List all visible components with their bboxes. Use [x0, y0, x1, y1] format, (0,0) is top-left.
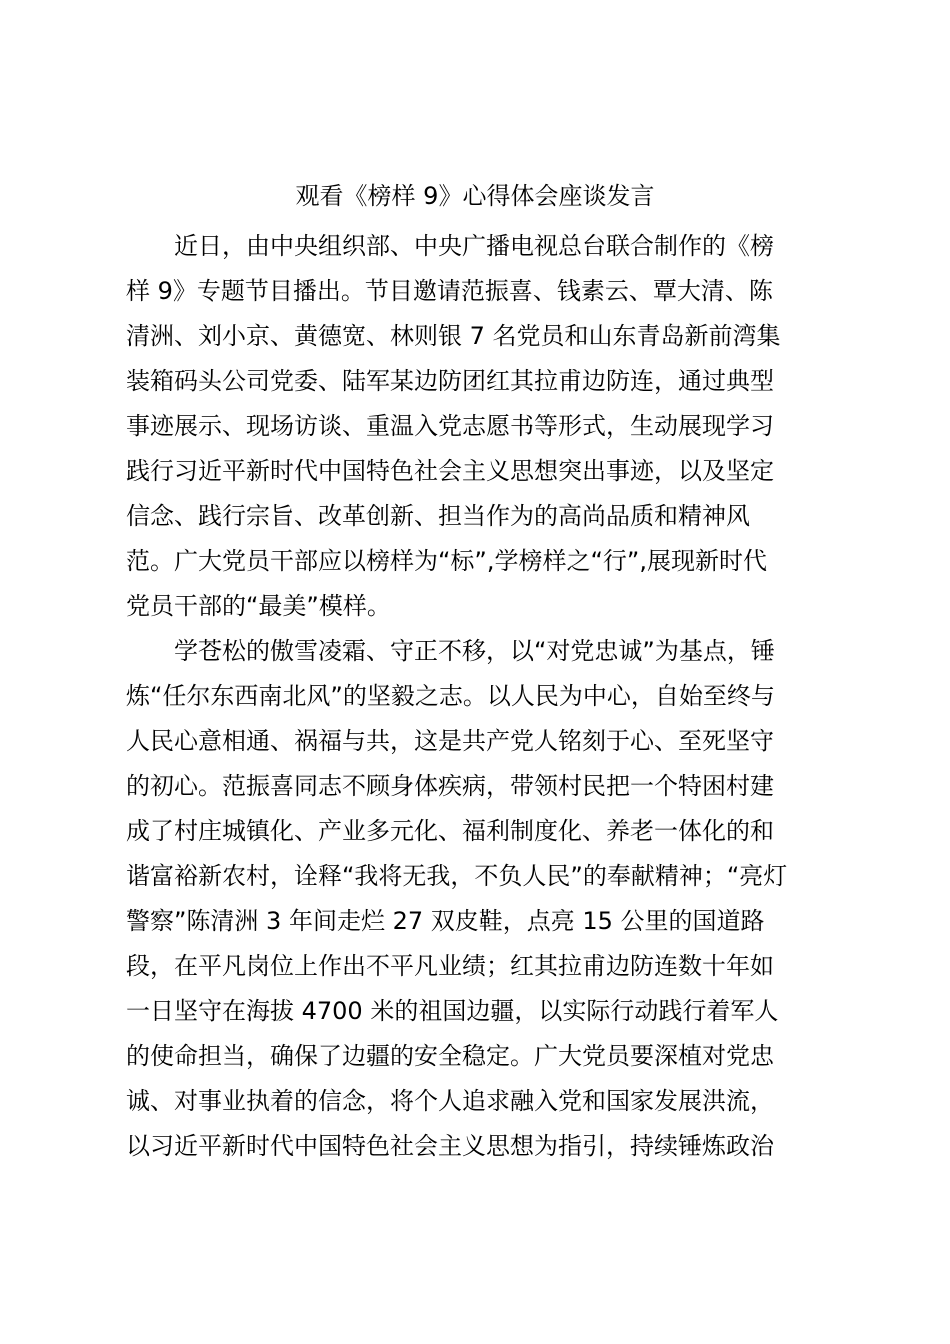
paragraph-1-line-9: 党员干部的“最美”模样。 [126, 592, 391, 620]
paragraph-2-line-2: 炼“任尔东西南北风”的坚毅之志。以人民为中心，自始至终与 [126, 682, 775, 710]
paragraph-2-line-4: 的初心。范振喜同志不顾身体疾病，带领村民把一个特困村建 [126, 772, 774, 800]
paragraph-2-line-10: 的使命担当，确保了边疆的安全稳定。广大党员要深植对党忠 [126, 1042, 774, 1070]
paragraph-2-line-11: 诚、对事业执着的信念，将个人追求融入党和国家发展洪流， [126, 1087, 774, 1115]
paragraph-1-line-1: 近日，由中央组织部、中央广播电视总台联合制作的《榜 [174, 232, 774, 260]
paragraph-2-line-3: 人民心意相通、祸福与共，这是共产党人铭刻于心、至死坚守 [126, 727, 774, 755]
paragraph-2-line-9: 一日坚守在海拔 4700 米的祖国边疆，以实际行动践行着军人 [126, 997, 779, 1025]
paragraph-2-line-6: 谐富裕新农村，诠释“我将无我，不负人民”的奉献精神；“亮灯 [126, 862, 788, 890]
paragraph-2-line-8: 段，在平凡岗位上作出不平凡业绩；红其拉甫边防连数十年如 [126, 952, 774, 980]
paragraph-1-line-3: 清洲、刘小京、黄德宽、林则银 7 名党员和山东青岛新前湾集 [126, 322, 781, 350]
paragraph-1-line-7: 信念、践行宗旨、改革创新、担当作为的高尚品质和精神风 [126, 502, 750, 530]
document-title: 观看《榜样 9》心得体会座谈发言 [295, 182, 655, 210]
paragraph-2-line-7: 警察”陈清洲 3 年间走烂 27 双皮鞋，点亮 15 公里的国道路 [126, 907, 765, 935]
paragraph-1-line-6: 践行习近平新时代中国特色社会主义思想突出事迹，以及坚定 [126, 457, 774, 485]
paragraph-1-line-2: 样 9》专题节目播出。节目邀请范振喜、钱素云、覃大清、陈 [126, 277, 773, 305]
paragraph-1-line-5: 事迹展示、现场访谈、重温入党志愿书等形式，生动展现学习 [126, 412, 774, 440]
paragraph-2-line-12: 以习近平新时代中国特色社会主义思想为指引，持续锤炼政治 [126, 1132, 774, 1160]
paragraph-2-line-5: 成了村庄城镇化、产业多元化、福利制度化、养老一体化的和 [126, 817, 774, 845]
paragraph-1-line-8: 范。广大党员干部应以榜样为“标”,学榜样之“行”,展现新时代 [126, 547, 767, 575]
paragraph-1-line-4: 装箱码头公司党委、陆军某边防团红其拉甫边防连，通过典型 [126, 367, 774, 395]
paragraph-2-line-1: 学苍松的傲雪凌霜、守正不移，以“对党忠诚”为基点，锤 [174, 637, 775, 665]
